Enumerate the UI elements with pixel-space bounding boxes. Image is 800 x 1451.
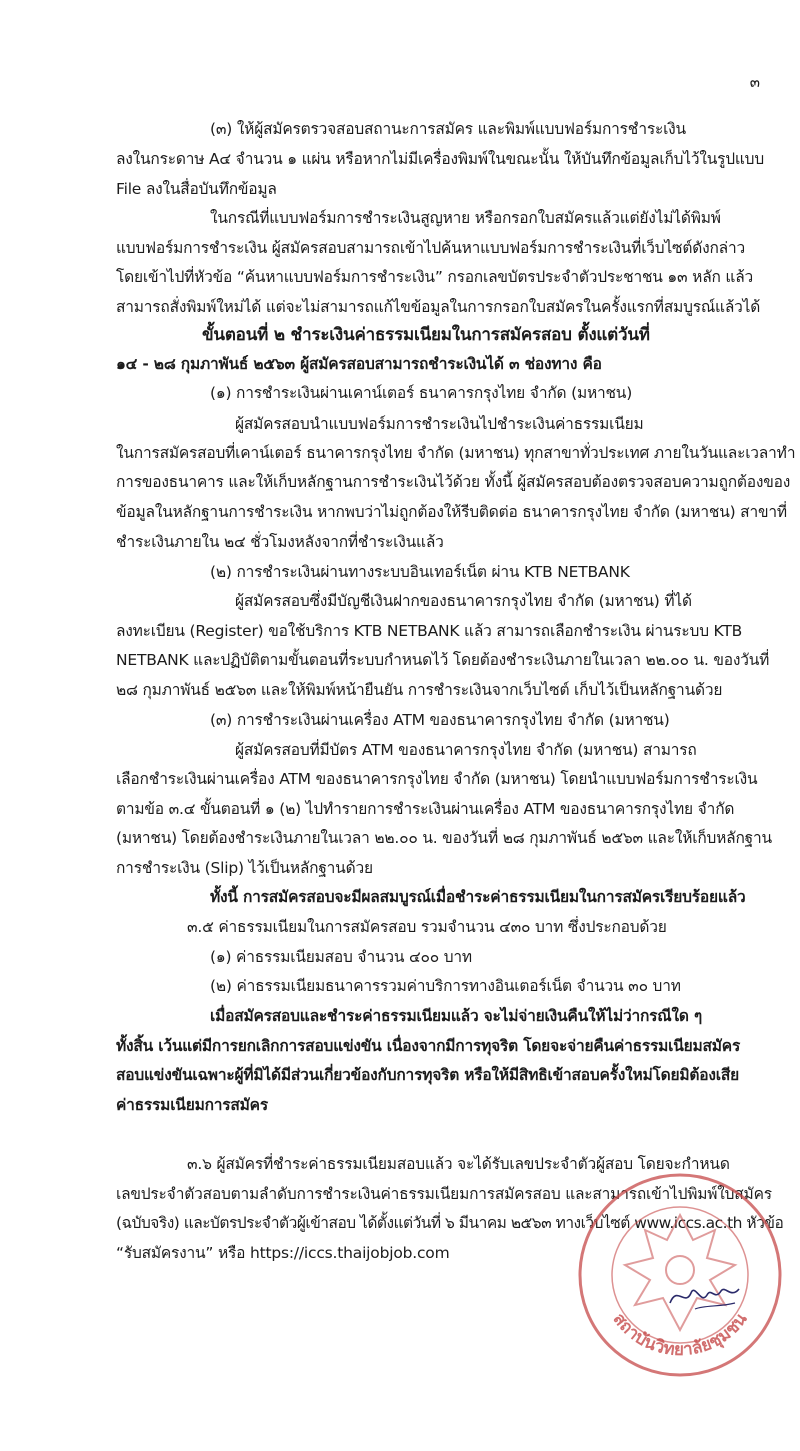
text-line: (๓) การชำระเงินผ่านเครื่อง ATM ของธนาคารกรุงไทย จำกัด (มหาชน) [210,711,670,729]
svg-text:สถาบันวิทยาลัยชุมชน [609,1309,752,1360]
text-line: ผู้สมัครสอบซึ่งมีบัญชีเงินฝากของธนาคารกรุงไทย จำกัด (มหาชน) ที่ได้ [235,592,692,610]
text-line: ชำระเงินภายใน ๒๔ ชั่วโมงหลังจากที่ชำระเงินแล้ว [116,533,444,551]
signature [665,1275,745,1315]
text-line: ในกรณีที่แบบฟอร์มการชำระเงินสูญหาย หรือกรอกใบสมัครแล้วแต่ยังไม่ได้พิมพ์ [210,209,721,227]
text-line: โดยเข้าไปที่หัวข้อ “ค้นหาแบบฟอร์มการชำระเงิน” กรอกเลขบัตรประจำตัวประชาชน ๑๓ หลัก แล้ว [116,268,753,286]
section-heading: ขั้นตอนที่ ๒ ชำระเงินค่าธรรมเนียมในการสมัครสอบ ตั้งแต่วันที่ [202,325,650,345]
text-line: เลขประจำตัวสอบตามลำดับการชำระเงินค่าธรรมเนียมการสมัครสอบ และสามารถเข้าไปพิมพ์ใบสมัคร [116,1185,772,1203]
text-line: ๓.๖ ผู้สมัครที่ชำระค่าธรรมเนียมสอบแล้ว จะได้รับเลขประจำตัวผู้สอบ โดยจะกำหนด [187,1155,730,1173]
text-line: (๒) การชำระเงินผ่านทางระบบอินเทอร์เน็ต ผ่าน KTB NETBANK [210,563,630,581]
page-number: ๓ [749,73,760,91]
section-heading: ๑๔ - ๒๘ กุมภาพันธ์ ๒๕๖๓ ผู้สมัครสอบสามารถชำระเงินได้ ๓ ช่องทาง คือ [116,355,602,373]
text-line: (ฉบับจริง) และบัตรประจำตัวผู้เข้าสอบ ได้ตั้งแต่วันที่ ๖ มีนาคม ๒๕๖๓ ทางเว็บไซต์ www.iccs.ac.th หัวข้อ [116,1214,784,1232]
text-line: (มหาชน) โดยต้องชำระเงินภายในเวลา ๒๒.๐๐ น. ของวันที่ ๒๘ กุมภาพันธ์ ๒๕๖๓ และให้เก็บหลักฐาน [116,829,772,847]
text-line: แบบฟอร์มการชำระเงิน ผู้สมัครสอบสามารถเข้าไปค้นหาแบบฟอร์มการชำระเงินที่เว็บไซต์ดังกล่าว [116,239,745,257]
text-line: File ลงในสื่อบันทึกข้อมูล [116,180,277,198]
text-line: (๓) ให้ผู้สมัครตรวจสอบสถานะการสมัคร และพิมพ์แบบฟอร์มการชำระเงิน [210,120,686,138]
text-line: เลือกชำระเงินผ่านเครื่อง ATM ของธนาคารกรุงไทย จำกัด (มหาชน) โดยนำแบบฟอร์มการชำระเงิน [116,770,758,788]
text-line: การชำระเงิน (Slip) ไว้เป็นหลักฐานด้วย [116,859,373,877]
text-line: ๓.๕ ค่าธรรมเนียมในการสมัครสอบ รวมจำนวน ๔๓๐ บาท ซึ่งประกอบด้วย [187,918,667,936]
text-line: ลงทะเบียน (Register) ขอใช้บริการ KTB NETBANK แล้ว สามารถเลือกชำระเงิน ผ่านระบบ KTB [116,622,743,640]
text-line: (๑) การชำระเงินผ่านเคาน์เตอร์ ธนาคารกรุงไทย จำกัด (มหาชน) [210,384,633,402]
text-line: สามารถสั่งพิมพ์ใหม่ได้ แต่จะไม่สามารถแก้ไขข้อมูลในการกรอกใบสมัครในครั้งแรกที่สมบูรณ์แล้วได้ [116,298,761,316]
bold-line: ทั้งสิ้น เว้นแต่มีการยกเลิกการสอบแข่งขัน เนื่องจากมีการทุจริต โดยจะจ่ายคืนค่าธรรมเนียมสมัคร [116,1037,741,1055]
text-line: ลงในกระดาษ A๔ จำนวน ๑ แผ่น หรือหากไม่มีเครื่องพิมพ์ในขณะนั้น ให้บันทึกข้อมูลเก็บไว้ในรูปแบบ [116,150,764,168]
text-line: ๒๘ กุมภาพันธ์ ๒๕๖๓ และให้พิมพ์หน้ายืนยัน การชำระเงินจากเว็บไซต์ เก็บไว้เป็นหลักฐานด้วย [116,681,723,699]
text-line: (๒) ค่าธรรมเนียมธนาคารรวมค่าบริการทางอินเตอร์เน็ต จำนวน ๓๐ บาท [210,977,681,995]
text-line: การของธนาคาร และให้เก็บหลักฐานการชำระเงินไว้ด้วย ทั้งนี้ ผู้สมัครสอบต้องตรวจสอบความถูกต้องของ [116,473,791,491]
text-line: ตามข้อ ๓.๔ ขั้นตอนที่ ๑ (๒) ไปทำรายการชำระเงินผ่านเครื่อง ATM ของธนาคารกรุงไทย จำกัด [116,800,735,818]
bold-line: ทั้งนี้ การสมัครสอบจะมีผลสมบูรณ์เมื่อชำระค่าธรรมเนียมในการสมัครเรียบร้อยแล้ว [210,888,746,906]
bold-line: สอบแข่งขันเฉพาะผู้ที่มิได้มีส่วนเกี่ยวข้องกับการทุจริต หรือให้มีสิทธิเข้าสอบครั้งใหม่โดยมิต้องเสีย [116,1066,740,1084]
bold-line: ค่าธรรมเนียมการสมัคร [116,1096,268,1114]
bold-line: เมื่อสมัครสอบและชำระค่าธรรมเนียมแล้ว จะไม่จ่ายเงินคืนให้ไม่ว่ากรณีใด ๆ [210,1007,703,1025]
text-line: (๑) ค่าธรรมเนียมสอบ จำนวน ๔๐๐ บาท [210,948,472,966]
text-line: NETBANK และปฏิบัติตามขั้นตอนที่ระบบกำหนดไว้ โดยต้องชำระเงินภายในเวลา ๒๒.๐๐ น. ของวันที่ [116,651,770,669]
text-line: ในการสมัครสอบที่เคาน์เตอร์ ธนาคารกรุงไทย จำกัด (มหาชน) ทุกสาขาทั่วประเทศ ภายในวันและเวลาทำ [116,444,796,462]
seal-text: สถาบันวิทยาลัยชุมชน [608,1309,752,1361]
text-line: ผู้สมัครสอบที่มีบัตร ATM ของธนาคารกรุงไทย จำกัด (มหาชน) สามารถ [235,741,697,759]
text-line: ข้อมูลในหลักฐานการชำระเงิน หากพบว่าไม่ถูกต้องให้รีบติดต่อ ธนาคารกรุงไทย จำกัด (มหาชน) สาขาที่ [116,503,787,521]
text-line: “รับสมัครงาน” หรือ https://iccs.thaijobjob.com [116,1244,450,1262]
text-line: ผู้สมัครสอบนำแบบฟอร์มการชำระเงินไปชำระเงินค่าธรรมเนียม [235,415,644,433]
